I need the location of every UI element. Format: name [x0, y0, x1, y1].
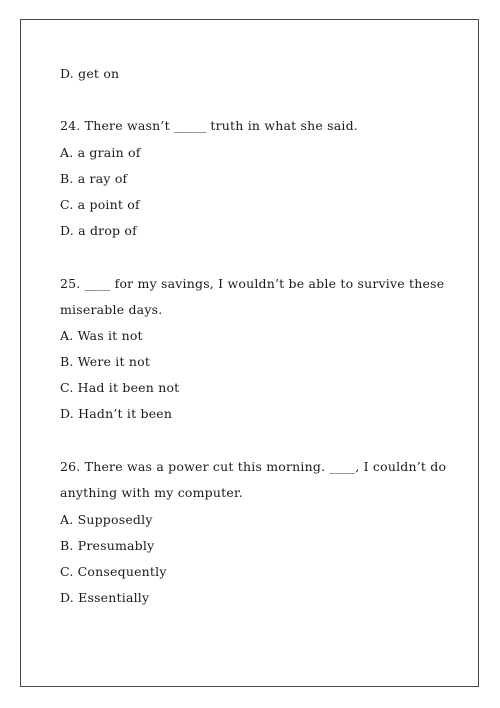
question-25-option-b: B. Were it not: [60, 354, 151, 369]
prev-question-option-d: D. get on: [60, 66, 120, 81]
question-24-option-b: B. a ray of: [60, 171, 128, 186]
question-24-option-a: A. a grain of: [60, 145, 141, 160]
question-24-option-c: C. a point of: [60, 197, 140, 212]
question-25-stem-line-1: 25. ____ for my savings, I wouldn’t be able to survive these: [60, 276, 445, 291]
question-26-option-d: D. Essentially: [60, 590, 150, 605]
question-25-option-a: A. Was it not: [60, 328, 143, 343]
question-24-option-d: D. a drop of: [60, 223, 137, 238]
question-25-option-d: D. Hadn’t it been: [60, 406, 173, 421]
question-26-stem-line-1: 26. There was a power cut this morning. ____, I couldn’t do: [60, 459, 447, 474]
question-24-stem: 24. There wasn’t _____ truth in what she said.: [60, 118, 358, 133]
question-26-stem-line-2: anything with my computer.: [60, 485, 243, 500]
question-25-option-c: C. Had it been not: [60, 380, 180, 395]
question-26-option-b: B. Presumably: [60, 538, 155, 553]
question-26-option-a: A. Supposedly: [60, 512, 153, 527]
question-25-stem-line-2: miserable days.: [60, 302, 163, 317]
question-26-option-c: C. Consequently: [60, 564, 167, 579]
